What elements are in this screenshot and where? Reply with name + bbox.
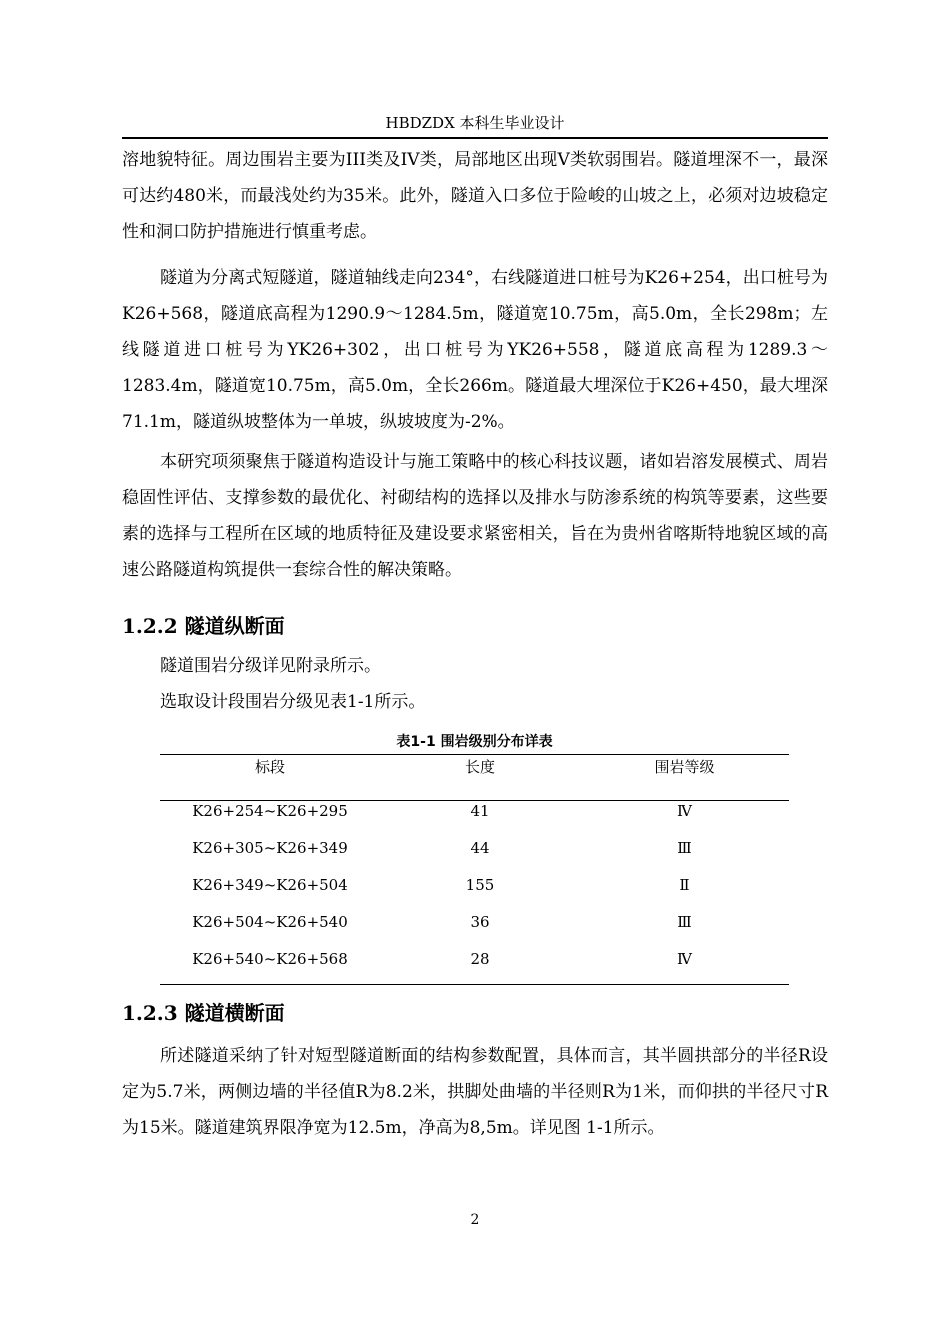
paragraph-research-focus: 本研究项须聚焦于隧道构造设计与施工策略中的核心科技议题，诸如岩溶发展模式、周岩稳固性评估、支撑参数的最优化、衬砌结构的选择以及排水与防渗系统的构筑等要素，这些要素的选择与工程所在区域的地质特征及建设要求紧密相关，旨在为贵州省喀斯特地貌区域的高速公路隧道构筑提供一套综合性的解决策略。: [122, 452, 828, 580]
table-cell-grade: Ⅳ: [677, 950, 692, 968]
table-header-section: 标段: [254, 758, 285, 776]
text-appendix-reference: 隧道围岩分级详见附录所示。: [160, 656, 381, 676]
table-cell-grade: Ⅳ: [677, 802, 692, 820]
table-top-rule: [160, 754, 789, 755]
table-cell-length: 41: [470, 802, 490, 820]
table-cell-section: K26+540~K26+568: [192, 950, 348, 968]
table-cell-length: 44: [470, 839, 490, 857]
table-cell-section: K26+504~K26+540: [192, 913, 348, 931]
table-cell-length: 36: [470, 913, 490, 931]
paragraph-tunnel-overview: 隧道为分离式短隧道，隧道轴线走向234°，右线隧道进口桩号为K26+254，出口桩号为K26+568，隧道底高程为1290.9～1284.5m，隧道宽10.75m，高5.0m，全长298m；左线隧道进口桩号为YK26+302，出口桩号为YK26+558，隧道底高程为1289.3～1283.4m，隧道宽10.75m，高5.0m，全长266m。隧道最大埋深位于K26+450，最大埋深71.1m，隧道纵坡整体为一单坡，纵坡坡度为-2%。: [122, 268, 828, 432]
paragraph-geology: 溶地貌特征。周边围岩主要为III类及IV类，局部地区出现V类软弱围岩。隧道埋深不一，最深可达约480米，而最浅处约为35米。此外，隧道入口多位于险峻的山坡之上，必须对边坡稳定性和洞口防护措施进行慎重考虑。: [122, 150, 828, 242]
table-cell-section: K26+349~K26+504: [192, 876, 348, 894]
table-cell-length: 155: [465, 876, 495, 894]
text-table-reference: 选取设计段围岩分级见表1-1所示。: [160, 692, 426, 712]
table-row: [160, 833, 789, 870]
page-number: 2: [470, 1212, 480, 1228]
table-body: [160, 796, 789, 981]
table-cell-grade: Ⅱ: [679, 876, 690, 894]
table-bottom-rule: [160, 984, 789, 985]
page-header: HBDZDX 本科生毕业设计: [385, 114, 565, 132]
table-header-length: 长度: [464, 758, 495, 776]
table-cell-grade: Ⅲ: [677, 913, 692, 931]
section-heading-longitudinal: 1.2.2 隧道纵断面: [122, 614, 285, 638]
table-header-row: [160, 756, 789, 778]
header-divider: [122, 137, 828, 139]
table-cell-grade: Ⅲ: [677, 839, 692, 857]
table-cell-section: K26+305~K26+349: [192, 839, 348, 857]
table-row: [160, 907, 789, 944]
table-row: [160, 870, 789, 907]
paragraph-cross-section: 所述隧道采纳了针对短型隧道断面的结构参数配置，具体而言，其半圆拱部分的半径R设定为5.7米，两侧边墙的半径值R为8.2米，拱脚处曲墙的半径则R为1米，而仰拱的半径尺寸R为15米。隧道建筑界限净宽为12.5m，净高为8,5m。详见图 1-1所示。: [122, 1046, 828, 1138]
table-caption: 表1-1 围岩级别分布详表: [396, 734, 553, 750]
table-row: [160, 944, 789, 981]
table-row: [160, 796, 789, 833]
table-header-grade: 围岩等级: [654, 758, 715, 776]
table-cell-section: K26+254~K26+295: [192, 802, 348, 820]
table-cell-length: 28: [470, 950, 490, 968]
section-heading-cross-section: 1.2.3 隧道横断面: [122, 1001, 285, 1025]
